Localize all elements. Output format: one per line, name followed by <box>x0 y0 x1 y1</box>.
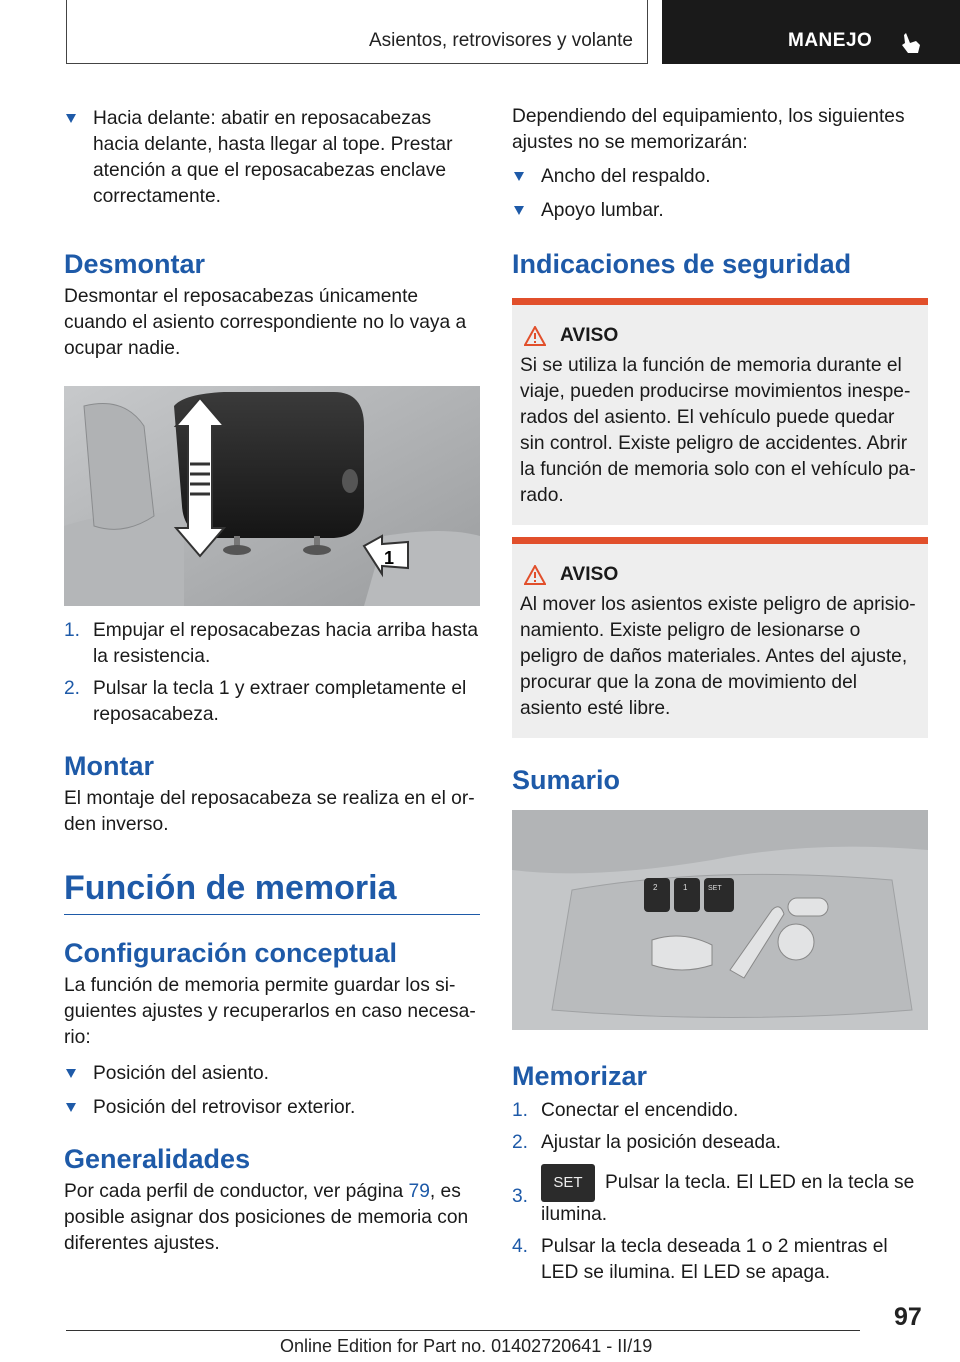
list-item: 2. Ajustar la posición deseada. <box>512 1132 781 1153</box>
list-item: Ancho del respaldo. <box>512 164 928 190</box>
bullet-triangle-icon <box>66 1069 76 1078</box>
paragraph: El montaje del reposacabeza se realiza en el orden inverso. <box>64 788 475 835</box>
callout-number: 1 <box>384 548 395 568</box>
list-item: 2. Pulsar la tecla 1 y extraer completamente el reposacabeza. <box>64 678 467 725</box>
config-bullet-list <box>64 1061 480 1121</box>
list-item: Apoyo lumbar. <box>512 198 928 224</box>
bullet-triangle-icon <box>66 114 76 123</box>
warning-box <box>512 298 928 525</box>
list-item: 1. Conectar el encendido. <box>512 1100 739 1121</box>
section-heading-montar: Montar <box>64 751 154 781</box>
headrest-illustration <box>64 386 480 606</box>
warning-text: Si se utiliza la función de memoria durante el viaje, pueden producirse movimientos inesperados del asiento. El vehículo puede quedar sin control. Existe peligro de accidentes. Abrir la función de memoria solo con el vehículo parado. <box>520 355 916 506</box>
warning-title: AVISO <box>560 564 619 585</box>
car-drive-icon <box>896 27 926 57</box>
section-heading-seguridad: Indicaciones de seguridad <box>512 249 852 279</box>
warning-triangle-icon <box>524 326 546 346</box>
bullet-triangle-icon <box>66 1103 76 1112</box>
seat-key-label: 1 <box>683 883 688 892</box>
chapter-heading-wrap <box>64 868 480 915</box>
left-column <box>64 100 480 1257</box>
bullet-triangle-icon <box>514 172 524 181</box>
section-heading-config: Configuración conceptual <box>64 938 398 968</box>
seat-controls-illustration <box>512 810 928 1030</box>
header-section-title: Asientos, retrovisores y volante <box>368 30 633 51</box>
list-item: 3. SET Pulsar la tecla. El LED en la tecla se ilumina. <box>512 1164 928 1228</box>
header-chapter-tab[interactable] <box>662 0 960 64</box>
paragraph: Dependiendo del equipamiento, los siguientes ajustes no se memorizarán: <box>512 106 905 153</box>
seat-key-label: SET <box>708 885 722 892</box>
chapter-heading-memoria: Función de memoria <box>64 869 397 907</box>
section-heading-sumario: Sumario <box>512 765 621 795</box>
section-heading-desmontar: Desmontar <box>64 249 206 279</box>
right-column <box>512 100 928 1286</box>
memorize-steps-list <box>512 1098 928 1286</box>
footer-rule <box>66 1330 860 1331</box>
paragraph: La función de memoria permite guardar los siguientes ajustes y recuperarlos en caso necesario: <box>64 975 476 1048</box>
page-number: 97 <box>894 1303 922 1331</box>
remove-steps-list <box>64 618 480 728</box>
list-item: Posición del asiento. <box>64 1061 480 1087</box>
not-memorized-list <box>512 164 928 224</box>
seat-key-label: 2 <box>653 883 658 892</box>
headrest-bullet-list <box>64 106 480 210</box>
bullet-triangle-icon <box>514 206 524 215</box>
warning-triangle-icon <box>524 565 546 585</box>
header-chapter-label: MANEJO <box>788 30 873 51</box>
section-heading-generalidades: Generalidades <box>64 1144 251 1174</box>
list-item: 4. Pulsar la tecla deseada 1 o 2 mientras el LED se ilumina. El LED se apaga. <box>512 1236 888 1283</box>
list-item: 1. Empujar el reposacabezas hacia arriba hasta la resistencia. <box>64 620 479 667</box>
warning-title: AVISO <box>560 325 619 346</box>
page-link[interactable]: 79 <box>408 1181 430 1202</box>
set-key-image: SET <box>541 1164 595 1202</box>
warning-box <box>512 537 928 738</box>
header-section-box <box>66 0 648 64</box>
section-heading-memorizar: Memorizar <box>512 1061 648 1091</box>
warning-text: Al mover los asientos existe peligro de aprisionamiento. Existe peligro de lesionarse o peligro de daños materiales. Antes del ajuste, procurar que la zona de movimiento del asiento esté libre. <box>520 594 916 719</box>
paragraph: Desmontar el reposacabezas únicamente cuando el asiento correspondiente no lo vaya a ocupar nadie. <box>64 286 467 359</box>
footer-edition: Online Edition for Part no. 01402720641 - II/19 <box>280 1336 653 1356</box>
paragraph: Por cada perfil de conductor, ver página 79, es posible asignar dos posiciones de memoria con diferentes ajustes. <box>64 1181 469 1254</box>
list-item: Posición del retrovisor exterior. <box>64 1095 480 1121</box>
list-item: Hacia delante: abatir en reposacabezas hacia delante, hasta llegar al tope. Prestar atención a que el reposacabezas enclave correctamente. <box>64 106 480 210</box>
